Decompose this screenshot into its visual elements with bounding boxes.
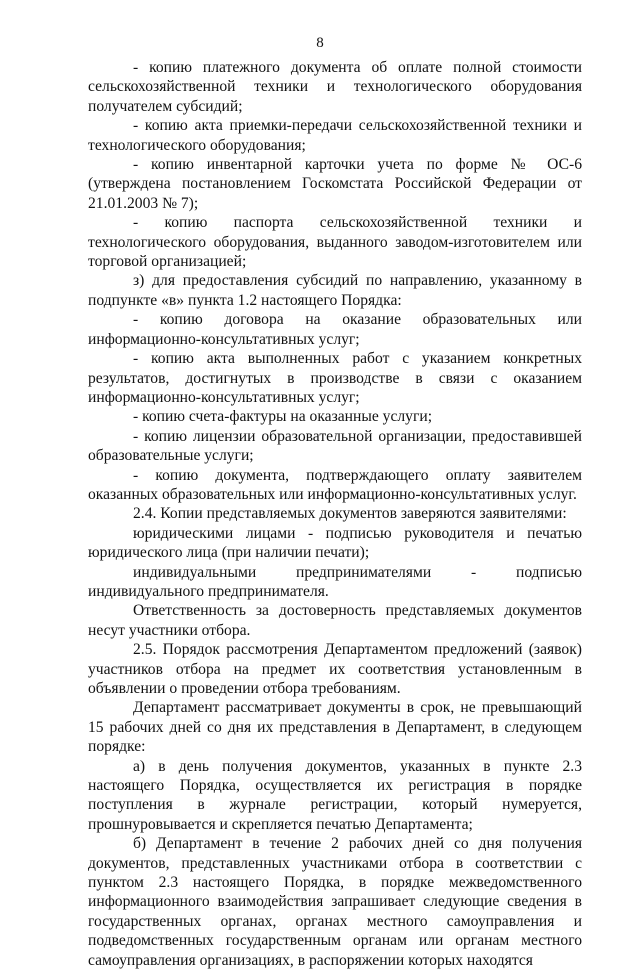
paragraph: - копию договора на оказание образовательных или информационно-консультативных услуг; [88,311,582,348]
paragraph: з) для предоставления субсидий по направлению, указанному в подпункте «в» пункта 1.2 настоящего Порядка: [88,272,582,309]
page-number: 8 [316,35,324,51]
paragraph: Ответственность за достоверность представляемых документов несут участники отбора. [88,602,582,639]
paragraph: 2.5. Порядок рассмотрения Департаментом предложений (заявок) участников отбора на предмет их соответствия установленным в объявлении о проведении отбора требованиям. [88,641,582,697]
paragraph: - копию счета-фактуры на оказанные услуги; [133,408,433,426]
paragraph: - копию платежного документа об оплате полной стоимости сельскохозяйственной техники и технологического оборудования получателем субсидий; [88,59,582,115]
paragraph: индивидуальными предпринимателями - подписью индивидуального предпринимателя. [88,563,582,600]
paragraph: а) в день получения документов, указанных в пункте 2.3 настоящего Порядка, осуществляется их регистрация в порядке поступления в журнале регистрации, который нумеруется, прошнуровывается и скрепляется печатью Департамента; [88,757,582,833]
paragraph: 2.4. Копии представляемых документов заверяются заявителями: [133,505,567,523]
paragraph: - копию инвентарной карточки учета по форме № ОС-6 (утверждена постановлением Госкомстата Российской Федерации от 21.01.2003 № 7); [88,156,582,212]
paragraph: - копию лицензии образовательной организации, предоставившей образовательные услуги; [88,427,582,465]
paragraph: Департамент рассматривает документы в срок, не превышающий 15 рабочих дней со дня их представления в Департамент, в следующем порядке: [88,699,582,756]
paragraph: юридическими лицами - подписью руководителя и печатью юридического лица (при наличии печати); [88,524,582,562]
paragraph: - копию акта выполненных работ с указанием конкретных результатов, достигнутых в производстве в связи с оказанием информационно-консультативных услуг; [88,350,582,406]
paragraph: - копию документа, подтверждающего оплату заявителем оказанных образовательных или информационно-консультативных услуг. [88,466,582,503]
document-body [88,58,582,970]
paragraph: - копию акта приемки-передачи сельскохозяйственной техники и технологического оборудования; [88,117,582,154]
paragraph: б) Департамент в течение 2 рабочих дней со дня получения документов, представленных участниками отбора в соответствии с пунктом 2.3 настоящего Порядка, в порядке межведомственного информационного взаимодействия запрашивает следующие сведения в государственных органах, органах местного самоуправления и подведомственных государственным органам или органам местного самоуправления организациях, в распоряжении которых находятся [88,835,582,969]
paragraph: - копию паспорта сельскохозяйственной техники и технологического оборудования, выданного заводом-изготовителем или торговой организацией; [88,214,582,271]
